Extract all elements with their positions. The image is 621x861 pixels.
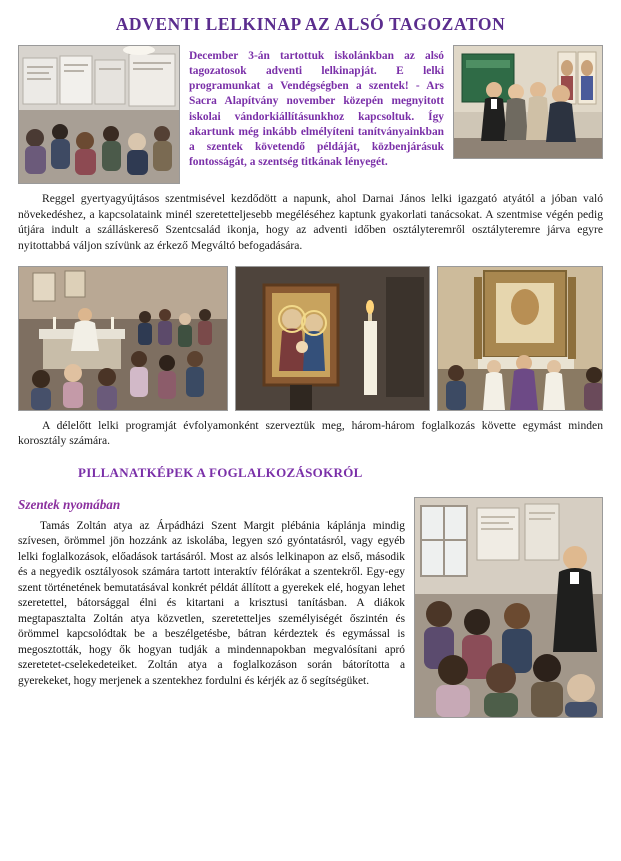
classroom-exhibition-photo-graphic	[19, 46, 179, 183]
altar-mass-photo-graphic	[438, 267, 603, 410]
holy-family-icon-photo-graphic	[236, 267, 429, 410]
bottom-section	[18, 497, 603, 690]
intro-row	[18, 45, 603, 184]
altar-mass-photo	[437, 266, 603, 411]
holy-family-icon-photo	[235, 266, 430, 411]
classroom-exhibition-photo	[18, 45, 180, 184]
priests-and-nun-group-photo	[453, 45, 603, 159]
paragraph-one: Reggel gyertyagyújtásos szentmisével kezdődött a napunk, ahol Darnai János lelki igazgató atyától a jóban való növekedéshez, a kapcsolataink minél szeretetteljesebb megéléséhez kaptunk gyakorlati tanácsokat. A szentmise végén pedig útjára indult a szálláskereső Szentcsalád ikonja, hogy az adventi időben osztályteremről osztályteremre járva egyre nyitottabbá váljon szívünk az érkező Megváltó befogadására.	[18, 192, 603, 252]
priests-and-nun-group-photo-graphic	[454, 46, 602, 158]
school-mass-chapel-photo	[18, 266, 228, 411]
children-listening-photo-graphic	[415, 498, 602, 717]
section-subtitle: PILLANATKÉPEK A FOGLALKOZÁSOKRÓL	[78, 464, 363, 480]
children-listening-photo	[414, 497, 603, 718]
paragraph-two: A délelőtt lelki programját évfolyamonként szerveztük meg, három-három foglalkozás követte egymást minden korosztály számára.	[18, 418, 603, 448]
paragraph-three: Tamás Zoltán atya az Árpádházi Szent Margit plébánia káplánja mindig szívesen, örömmel jön hozzánk az iskolába, legyen szó gyóntatásról, vagy egyéb lelki foglalkozások, előadások tartásáról. Most az alsós lelkinapon az első, második és a negyedik osztályosok számára tartott interaktív félórákat a szentekről. Egy-egy szent történetének bemutatásával konkrét példát állított a gyerekek elé, hogyan lehet szeretettel, bátorsággal élni és kitartani a krisztusi tanításban. A diákok megtapasztalta Zoltán atya közvetlen, szeretetteljes személyiségét őszintén és örömmel kapcsolódtak be a beszélgetésbe, bátran kérdeztek és egymással is megosztották, hogy ők hogyan tudják a mindennapokban megvalósítani apró szeretetet-cselekedeteiket. Zoltán atya a foglalkozáson során bátorította a gyerekeket, hogy merjenek a szentekhez fordulni és kérjék az ő segítségüket.	[18, 519, 405, 687]
page-title: ADVENTI LELKINAP AZ ALSÓ TAGOZATON	[115, 14, 506, 34]
photo-strip	[18, 266, 603, 411]
intro-highlight-text: December 3-án tartottuk iskolánkban az alsó tagozatosok adventi lelkinapját. E lelki programunkat a Vendégségben a szentek! - Ars Sacra Alapítvány november közepén megnyitott iskolai vándorkiállításunkhoz kapcsoltuk. Így akartunk még inkább elmélyíteni tanítványainkban a szentek követendő példáját, közbenjárásuk fontosságát, a szentség titkának lényegét.	[189, 50, 444, 169]
document-page	[0, 14, 621, 861]
school-mass-chapel-photo-graphic	[19, 267, 227, 410]
section-heading: Szentek nyomában	[18, 496, 121, 512]
